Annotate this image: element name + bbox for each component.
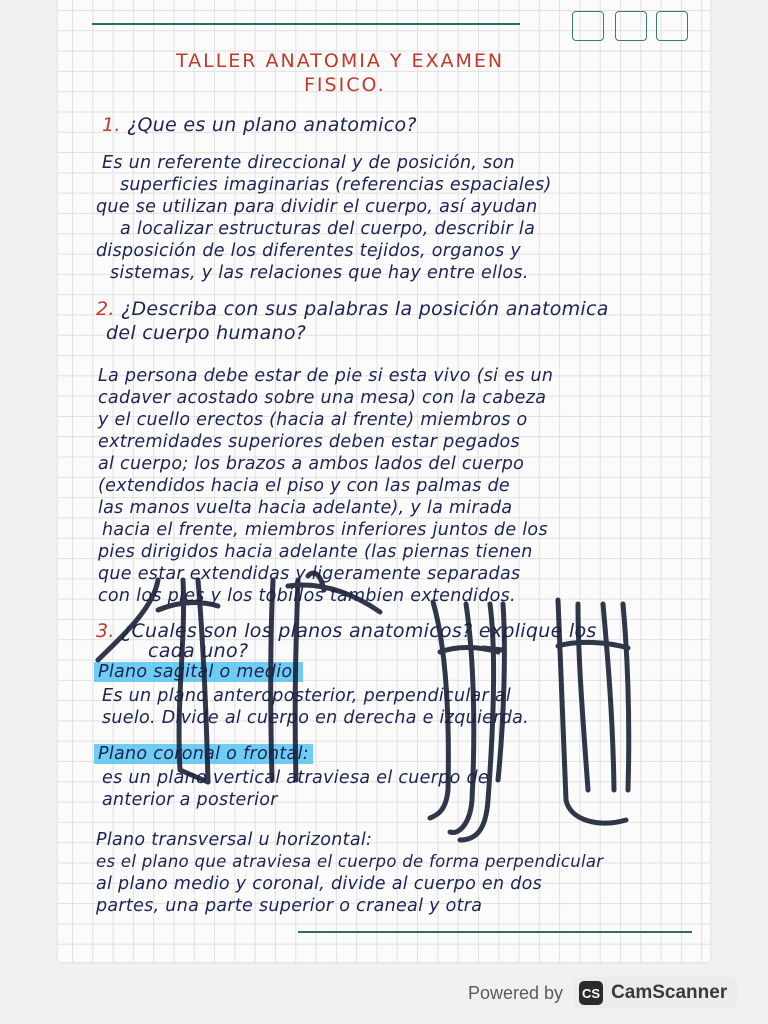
answer-line: partes, una parte superior o craneal y otra xyxy=(96,896,483,916)
answer-line: a localizar estructuras del cuerpo, describir la xyxy=(120,219,536,239)
answer-line: pies dirigidos hacia adelante (las piernas tienen xyxy=(98,542,533,562)
answer-line: superficies imaginarias (referencias espaciales) xyxy=(120,175,552,195)
question-number: 2. xyxy=(96,298,115,320)
answer-line: las manos vuelta hacia adelante), y la mirada xyxy=(98,498,513,518)
document-title: TALLER ANATOMIA Y EXAMEN xyxy=(176,50,505,72)
question-text-line2: cada uno? xyxy=(148,640,249,662)
answer-line: La persona debe estar de pie si esta vivo (si es un xyxy=(98,366,554,386)
answer-line: y el cuello erectos (hacia al frente) miembros o xyxy=(98,410,528,430)
answer-line: al plano medio y coronal, divide al cuerpo en dos xyxy=(96,874,543,894)
answer-line: extremidades superiores deben estar pegados xyxy=(98,432,520,452)
answer-line: con los pies y los tobillos tambien extendidos. xyxy=(98,586,516,606)
corner-box xyxy=(615,11,647,41)
corner-box xyxy=(572,11,604,41)
plane-heading-transverse: Plano transversal u horizontal: xyxy=(96,830,373,850)
powered-by-text: Powered by xyxy=(468,982,564,1003)
highlighted-heading: Plano coronal o frontal: xyxy=(94,744,313,764)
top-rule xyxy=(92,23,520,25)
answer-line: anterior a posterior xyxy=(102,790,278,810)
question-text: ¿Describa con sus palabras la posición anatomica xyxy=(121,298,609,320)
document-title-line2: FISICO. xyxy=(304,74,386,96)
camscanner-badge xyxy=(573,977,737,1009)
question-text: ¿Cuales son los planos anatomicos? explique los xyxy=(121,620,597,642)
question-number: 1. xyxy=(102,114,121,136)
plane-heading-coronal xyxy=(94,744,313,764)
bottom-rule xyxy=(298,931,692,933)
answer-line: Es un referente direccional y de posición, son xyxy=(102,153,515,173)
answer-line: es el plano que atraviesa el cuerpo de forma perpendicular xyxy=(96,852,604,871)
question-1 xyxy=(102,114,417,136)
answer-line: Es un plano anteroposterior, perpendicular al xyxy=(102,686,512,706)
question-text-line2: del cuerpo humano? xyxy=(106,322,307,344)
question-text: ¿Que es un plano anatomico? xyxy=(127,114,417,136)
highlighted-heading: Plano sagital o medio: xyxy=(94,662,303,682)
answer-line: cadaver acostado sobre una mesa) con la cabeza xyxy=(98,388,547,408)
answer-line: hacia el frente, miembros inferiores juntos de los xyxy=(102,520,548,540)
answer-line: suelo. Divide al cuerpo en derecha e izquierda. xyxy=(102,708,530,728)
answer-line: disposición de los diferentes tejidos, organos y xyxy=(96,241,522,261)
answer-line: que estar extendidas y ligeramente separadas xyxy=(98,564,521,584)
camscanner-footer xyxy=(468,975,737,1011)
question-2 xyxy=(96,298,609,320)
answer-line: es un plano vertical atraviesa el cuerpo de xyxy=(102,768,489,788)
plane-heading-sagittal xyxy=(94,662,303,682)
camscanner-brand: CamScanner xyxy=(611,982,728,1003)
answer-line: al cuerpo; los brazos a ambos lados del cuerpo xyxy=(98,454,525,474)
question-number: 3. xyxy=(96,620,115,642)
answer-line: que se utilizan para dividir el cuerpo, así ayudan xyxy=(96,197,538,217)
answer-line: (extendidos hacia el piso y con las palmas de xyxy=(98,476,510,496)
camscanner-logo-icon: CS xyxy=(579,981,603,1005)
question-3 xyxy=(96,620,597,642)
answer-line: sistemas, y las relaciones que hay entre ellos. xyxy=(110,263,529,283)
corner-box xyxy=(656,11,688,41)
scanned-page xyxy=(58,0,710,962)
